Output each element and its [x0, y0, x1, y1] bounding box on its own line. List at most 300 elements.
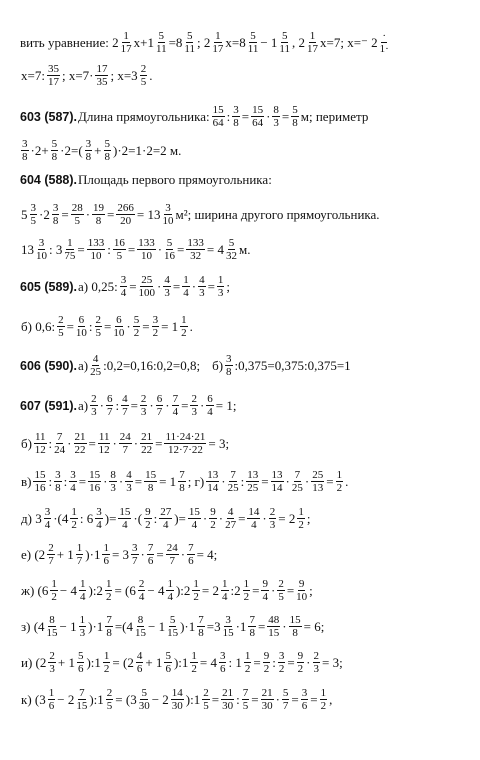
denominator: 15 [167, 627, 179, 639]
denominator: 8 [147, 482, 154, 494]
denominator: 11 [155, 43, 167, 55]
denominator: 35 [96, 76, 108, 88]
fraction [90, 353, 101, 378]
denominator: 7 [106, 406, 113, 418]
fraction [70, 506, 78, 531]
denominator: 10 [296, 591, 308, 603]
text: =(4 [114, 618, 133, 634]
text: е) (2 [21, 546, 46, 562]
fraction [167, 614, 178, 639]
numerator: 8 [49, 614, 55, 626]
problem-603-line-2 [20, 138, 472, 163]
problem-604 [20, 172, 472, 188]
fraction [313, 650, 321, 675]
fraction [152, 314, 160, 339]
fraction [138, 578, 146, 603]
numerator: 15 [212, 104, 224, 116]
fraction [106, 687, 114, 712]
numerator: 13 [207, 469, 219, 481]
text: · [149, 397, 154, 413]
numerator: 1 [336, 469, 343, 481]
numerator: 1 [51, 578, 57, 590]
fraction [156, 30, 167, 55]
denominator: 22 [141, 444, 153, 456]
text: − 4 [147, 582, 165, 598]
denominator: 12 [34, 444, 46, 456]
text: ·( [133, 510, 143, 526]
text: : 1 [228, 654, 242, 670]
denominator: 10 [113, 327, 125, 339]
numerator: 2 [58, 314, 64, 326]
fraction [228, 469, 239, 494]
problem-607-z [20, 614, 472, 639]
text: x+1 [133, 34, 154, 50]
text: = 1; [215, 397, 237, 413]
fraction [297, 506, 305, 531]
fraction [221, 687, 234, 712]
fraction [51, 138, 59, 163]
denominator: 8 [106, 627, 112, 639]
text: ):2 [88, 582, 103, 598]
numerator: 25 [312, 469, 324, 481]
problem-607-e [20, 542, 472, 567]
text: 13 [21, 241, 34, 257]
fraction [87, 237, 106, 262]
denominator: 4 [172, 406, 179, 418]
fraction [147, 542, 155, 567]
text: м. [238, 241, 251, 257]
denominator: 27 [225, 519, 237, 531]
text: = 3 [111, 546, 130, 562]
text: = 4 [206, 241, 224, 257]
text: м²; ширина другого прямоугольника. [175, 206, 380, 222]
text: ; x=3 [110, 67, 138, 83]
problem-607-d [20, 506, 472, 531]
numerator: 1 [48, 687, 55, 699]
denominator: 3 [199, 287, 205, 299]
fraction [184, 30, 195, 55]
text: =3 [206, 618, 221, 634]
denominator: 8 [292, 627, 298, 639]
denominator: 10 [75, 327, 87, 339]
fraction [77, 650, 85, 675]
fraction [121, 30, 132, 55]
numerator: 7 [294, 469, 301, 481]
numerator: 15 [34, 469, 46, 481]
fraction [278, 650, 286, 675]
text: :0,2=0,16:0,2=0,8; [103, 357, 201, 373]
text: · [126, 318, 131, 334]
text: ):1 [173, 654, 189, 670]
numerator: 15 [119, 506, 131, 518]
text: = 1 [161, 318, 179, 334]
fraction [52, 202, 60, 227]
numerator: · [382, 30, 387, 42]
text: )·1 [85, 546, 101, 562]
denominator: 6 [301, 700, 308, 712]
fraction [133, 314, 141, 339]
text: = [104, 318, 112, 334]
denominator: 4 [207, 406, 213, 418]
denominator: 10 [36, 250, 47, 262]
text: · [275, 691, 280, 707]
denominator: 16 [164, 250, 176, 262]
fraction [76, 542, 84, 567]
fraction [140, 393, 148, 418]
text: · [99, 397, 104, 413]
denominator: 16 [34, 482, 46, 494]
numerator: 25 [141, 274, 153, 286]
numerator: 133 [87, 237, 105, 249]
fraction [95, 314, 103, 339]
numerator: 3 [226, 353, 232, 365]
numerator: 11·24·21 [165, 431, 206, 443]
denominator: 12·7·22 [168, 444, 203, 456]
denominator: 8 [249, 627, 255, 639]
text: . [189, 318, 193, 334]
text: x=7: [21, 67, 45, 83]
text: · [221, 473, 226, 489]
text: x=7; x=⁻ 2 [320, 34, 378, 50]
denominator: 2 [297, 663, 304, 675]
denominator: 3 [217, 287, 224, 299]
text: ·1 [235, 618, 247, 634]
denominator: 5 [242, 700, 249, 712]
fraction [261, 578, 269, 603]
numerator: 14 [248, 506, 260, 518]
problem-607-i [20, 650, 472, 675]
denominator: 4 [251, 519, 257, 531]
fraction [164, 237, 175, 262]
numerator: 5 [282, 687, 289, 699]
fraction [272, 104, 280, 129]
numerator: 5 [166, 237, 173, 249]
fraction [164, 650, 172, 675]
denominator: 17 [47, 76, 59, 88]
denominator: 6 [219, 663, 226, 675]
text: = [207, 278, 215, 294]
denominator: 3 [79, 627, 86, 639]
fraction [137, 237, 156, 262]
fraction [190, 650, 198, 675]
numerator: 1 [103, 650, 110, 662]
text: · [140, 546, 145, 562]
text: + [94, 142, 102, 158]
fraction [36, 237, 47, 262]
text: . [149, 67, 153, 83]
denominator: 3 [164, 287, 170, 299]
numerator: 16 [113, 237, 125, 249]
numerator: 266 [117, 202, 134, 214]
fraction [79, 614, 87, 639]
fraction [217, 274, 225, 299]
fraction [269, 506, 277, 531]
numerator: 24 [166, 542, 178, 554]
fraction [144, 469, 157, 494]
text: вить уравнение: 2 [20, 34, 119, 50]
numerator: 15 [145, 469, 157, 481]
fraction [192, 578, 200, 603]
denominator: 4 [262, 591, 268, 603]
fraction [178, 469, 186, 494]
text: в) [21, 473, 32, 489]
denominator: 8 [198, 627, 204, 639]
text: , 2 [292, 34, 306, 50]
denominator: 10 [90, 250, 102, 262]
fraction [140, 431, 153, 456]
numerator: 11 [34, 431, 46, 443]
denominator: 2 [244, 663, 251, 675]
numerator: 2 [191, 393, 197, 405]
fraction [212, 104, 225, 129]
numerator: 1 [105, 578, 112, 590]
numerator: 1 [76, 542, 83, 554]
denominator: 7 [122, 406, 128, 418]
denominator: 8 [85, 151, 92, 163]
denominator: 25 [291, 482, 303, 494]
numerator: 3 [30, 202, 36, 214]
text: − 1 [147, 618, 166, 634]
denominator: 75 [64, 250, 76, 262]
denominator: 64 [212, 117, 224, 129]
numerator: 7 [79, 687, 85, 699]
fraction [219, 650, 227, 675]
text: : [115, 397, 120, 413]
fraction [271, 469, 284, 494]
numerator: 9 [262, 578, 268, 590]
fraction [125, 469, 133, 494]
denominator: 5 [58, 327, 64, 339]
numerator: 15 [289, 614, 301, 626]
fraction [209, 506, 217, 531]
numerator: 2 [140, 393, 147, 405]
numerator: 1 [71, 506, 77, 518]
problem-606 [20, 353, 472, 378]
numerator: 3 [70, 469, 76, 481]
text: − 1 [59, 618, 77, 634]
denominator: 4 [96, 519, 102, 531]
text: = 4; [196, 546, 218, 562]
fraction [105, 614, 113, 639]
fraction [109, 469, 117, 494]
denominator: 15 [222, 627, 234, 639]
fraction [180, 314, 188, 339]
text: а) 0,25: [77, 278, 118, 294]
problem-607-zh [20, 578, 472, 603]
fraction [261, 687, 274, 712]
text: = (2 [112, 654, 134, 670]
denominator: 3 [273, 117, 279, 129]
numerator: 5 [104, 138, 111, 150]
fraction [74, 431, 87, 456]
numerator: 4 [227, 506, 234, 518]
fraction [206, 469, 219, 494]
denominator: 7 [156, 406, 163, 418]
text: = 2 [201, 582, 219, 598]
fraction [69, 469, 77, 494]
numerator: 1 [103, 542, 109, 554]
text: = [177, 241, 185, 257]
fraction [144, 506, 152, 531]
fraction [95, 63, 108, 88]
text: · [103, 473, 108, 489]
fraction [120, 274, 128, 299]
numerator: 1 [217, 274, 224, 286]
fraction [221, 578, 229, 603]
text: д) 3 [21, 510, 42, 526]
numerator: 1 [320, 687, 327, 699]
numerator: 1 [215, 30, 221, 42]
text: : [272, 654, 276, 670]
text: · [180, 546, 186, 562]
numerator: 8 [137, 614, 144, 626]
numerator: 7 [230, 469, 236, 481]
fraction [225, 353, 233, 378]
text: а) [77, 397, 89, 413]
fraction [289, 614, 302, 639]
text: )= [104, 510, 117, 526]
denominator: 15 [268, 627, 280, 639]
numerator: 2 [91, 393, 97, 405]
denominator: 17 [307, 43, 319, 55]
text: . [345, 473, 349, 489]
fraction [182, 274, 190, 299]
text: · [67, 435, 72, 451]
denominator: 6 [188, 555, 194, 567]
text: · [262, 510, 267, 526]
numerator: 3 [233, 104, 239, 116]
text: : [153, 510, 158, 526]
denominator: 7 [132, 555, 138, 567]
denominator: 5 [203, 700, 209, 712]
numerator: 7 [198, 614, 204, 626]
text: :2 [230, 582, 241, 598]
denominator: 5 [140, 76, 147, 88]
numerator: 1 [222, 578, 228, 590]
text: м; периметр [300, 108, 369, 124]
numerator: 4 [199, 274, 205, 286]
problem-604-line-3 [20, 237, 472, 262]
numerator: 2 [95, 314, 102, 326]
denominator: 3 [191, 406, 197, 418]
denominator: 2 [210, 519, 216, 531]
denominator: 1· [379, 43, 389, 55]
text: = [287, 654, 295, 670]
fraction [336, 469, 344, 494]
denominator: 2 [298, 519, 304, 531]
text: : [63, 473, 68, 489]
text: : [48, 473, 53, 489]
text: · [304, 473, 310, 489]
text: = [127, 241, 136, 257]
fraction [92, 202, 105, 227]
denominator: 4 [70, 482, 76, 494]
numerator: 2 [269, 506, 276, 518]
text: : [88, 318, 93, 334]
text: )= [174, 510, 186, 526]
denominator: 2 [181, 327, 187, 339]
denominator: 11 [279, 43, 291, 55]
text: а) [77, 357, 89, 373]
denominator: 6 [103, 555, 109, 567]
text: = [251, 691, 259, 707]
denominator: 4 [191, 519, 198, 531]
text: Длина прямоугольника: [77, 108, 210, 124]
denominator: 25 [90, 366, 102, 378]
numerator: 11 [98, 431, 110, 443]
text: : 3 [49, 241, 63, 257]
denominator: 8 [52, 215, 59, 227]
numerator: 6 [78, 314, 85, 326]
numerator: 35 [47, 63, 59, 75]
numerator: 3 [85, 138, 92, 150]
fraction [90, 393, 98, 418]
denominator: 3 [313, 663, 320, 675]
problem-607-k [20, 687, 472, 712]
denominator: 6 [48, 700, 55, 712]
numerator: 1 [167, 578, 173, 590]
text: )·1 [88, 618, 104, 634]
denominator: 30 [261, 700, 273, 712]
numerator: 7 [249, 614, 255, 626]
text: = [155, 435, 163, 451]
problem-607 [20, 393, 472, 418]
numerator: 1 [298, 506, 304, 518]
text: = [253, 654, 261, 670]
numerator: 3 [165, 202, 171, 214]
text: = 1 [159, 473, 177, 489]
fraction [139, 274, 156, 299]
numerator: 2 [140, 63, 147, 75]
numerator: 6 [106, 393, 113, 405]
text: )·1 [180, 618, 196, 634]
fraction [206, 393, 214, 418]
numerator: 5 [141, 687, 147, 699]
denominator: 5 [278, 591, 284, 603]
fraction [162, 202, 173, 227]
denominator: 100 [138, 287, 156, 299]
numerator: 9 [145, 506, 151, 518]
text: · [191, 278, 197, 294]
denominator: 14 [271, 482, 283, 494]
text: · [306, 654, 311, 670]
denominator: 3 [91, 406, 97, 418]
numerator: 7 [147, 542, 154, 554]
fraction [187, 542, 195, 567]
denominator: 4 [120, 287, 127, 299]
numerator: 19 [93, 202, 105, 214]
text: ·2 [39, 206, 50, 222]
text: )·2=1·2=2 м. [113, 142, 182, 158]
fraction [88, 469, 101, 494]
numerator: 8 [273, 104, 279, 116]
denominator: 3 [269, 519, 276, 531]
denominator: 2 [152, 327, 159, 339]
fraction [105, 578, 113, 603]
text: · [157, 241, 163, 257]
text: ; [226, 278, 231, 294]
text: = [252, 582, 260, 598]
denominator: 5 [95, 327, 102, 339]
numerator: 6 [116, 314, 122, 326]
text: = [130, 397, 138, 413]
text: = [257, 618, 266, 634]
text: = [142, 318, 150, 334]
numerator: 8 [110, 469, 116, 481]
denominator: 5 [74, 215, 80, 227]
text: · [199, 397, 205, 413]
text: ):1 [89, 691, 104, 707]
